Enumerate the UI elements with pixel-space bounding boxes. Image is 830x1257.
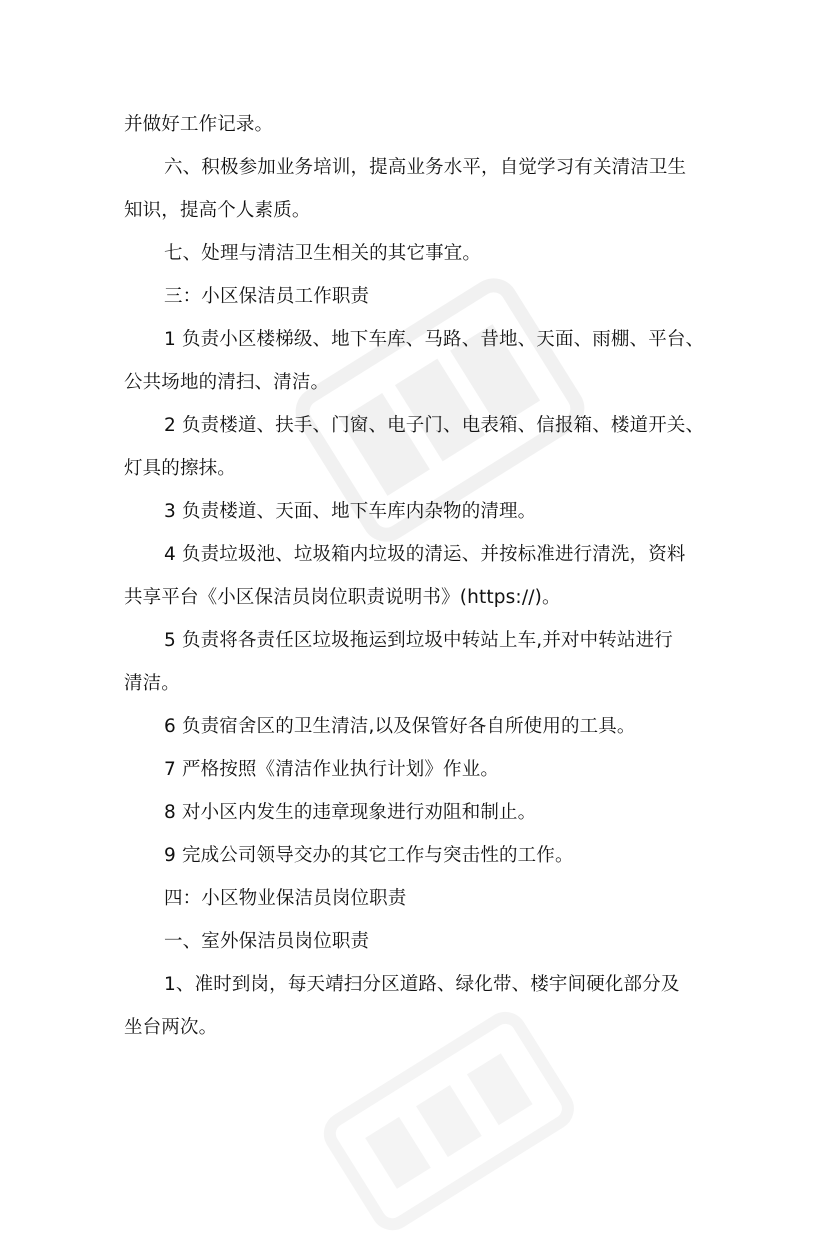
subsection-heading: 一、室外保洁员岗位职责 <box>164 931 370 952</box>
text-line: 共享平台《小区保洁员岗位职责说明书》(https://)。 <box>124 587 561 608</box>
text-line: 灯具的擦抹。 <box>124 458 236 479</box>
text-line: 9 完成公司领导交办的其它工作与突击性的工作。 <box>164 845 574 866</box>
text-line: 1、准时到岗，每天靖扫分区道路、绿化带、楼宇间硬化部分及 <box>164 974 680 995</box>
text-line: 7 严格按照《清洁作业执行计划》作业。 <box>164 759 500 780</box>
text-line: 并做好工作记录。 <box>124 114 274 135</box>
text-line: 3 负责楼道、天面、地下车库内杂物的清理。 <box>164 501 537 522</box>
text-line: 4 负责垃圾池、垃圾箱内垃圾的清运、并按标准进行清洗，资料 <box>164 544 686 565</box>
text-line: 知识，提高个人素质。 <box>124 200 311 221</box>
text-line: 5 负责将各责任区垃圾拖运到垃圾中转站上车,并对中转站进行 <box>164 630 673 651</box>
text-line: 清洁。 <box>124 673 180 694</box>
text-line: 6 负责宿舍区的卫生清洁,以及保管好各自所使用的工具。 <box>164 716 636 737</box>
text-line: 六、积极参加业务培训，提高业务水平，自觉学习有关清洁卫生 <box>164 157 687 178</box>
text-line: 坐台两次。 <box>124 1017 218 1038</box>
text-line: 1 负责小区楼梯级、地下车库、马路、昔地、天面、雨棚、平台、 <box>164 329 705 350</box>
section-heading: 三：小区保洁员工作职责 <box>164 286 370 307</box>
document-body <box>124 103 706 1049</box>
text-line: 七、处理与清洁卫生相关的其它事宜。 <box>164 243 482 264</box>
text-line: 2 负责楼道、扶手、门窗、电子门、电表箱、信报箱、楼道开关、 <box>164 415 705 436</box>
section-heading: 四：小区物业保洁员岗位职责 <box>164 888 407 909</box>
text-line: 公共场地的清扫、清洁。 <box>124 372 330 393</box>
text-line: 8 对小区内发生的违章现象进行劝阻和制止。 <box>164 802 537 823</box>
